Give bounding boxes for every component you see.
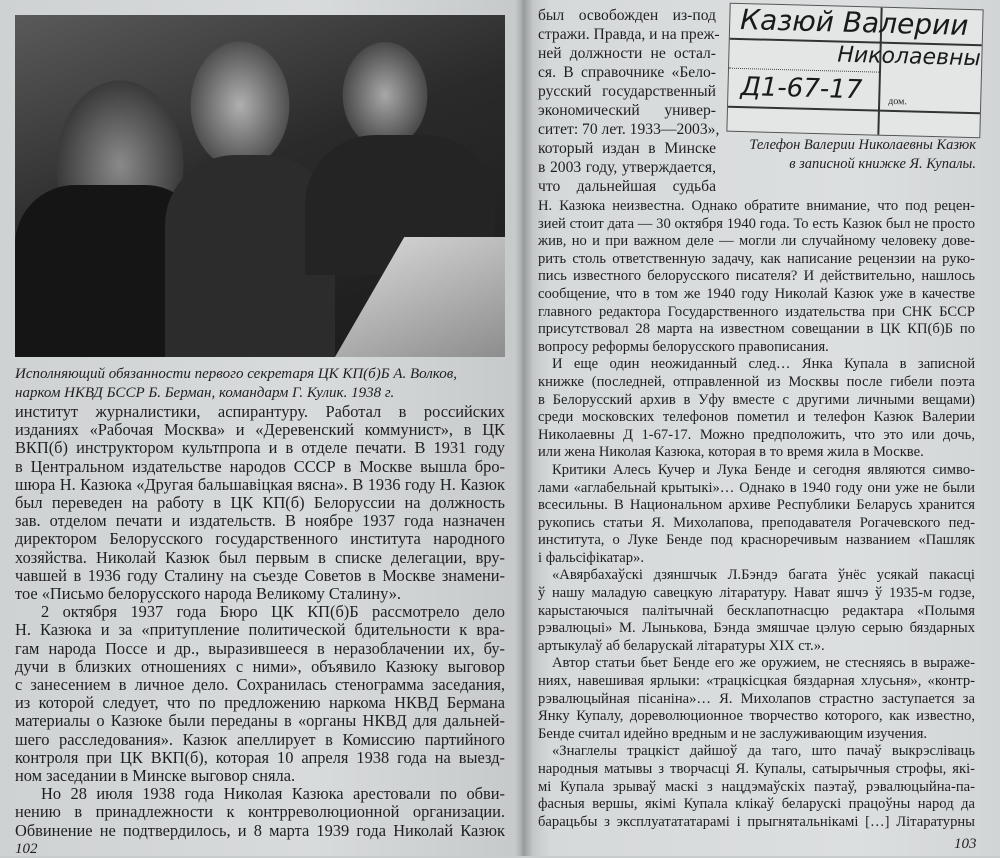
text-line: мі Купала зрываў маскі з нацдэмаўскіх паэтаў, рэвалюцыйна-па- (538, 778, 975, 795)
text-line: 2 октября 1937 года Бюро ЦК КП(б)Б рассмотрело дело (41, 602, 505, 622)
page-number: 102 (15, 841, 38, 857)
text-line: Критики Алесь Кучер и Лука Бенде и сегодня являются симво- (552, 461, 975, 478)
text-line: Обвинение не подтвердилось, и 8 марта 1939 года Николай Казюк (15, 820, 505, 840)
text-line: среди московских телефонов пометил и телефон Казюк Валерии (538, 409, 975, 426)
handwriting-name: Казюй Валерии (739, 2, 969, 42)
text-line: экономический универ- (538, 102, 716, 119)
text-line: который издан в Минске (538, 140, 716, 157)
text-line: ниях, навешивая ярлыки: «трацкісцкая бяздарная хлусьня», «контр- (538, 673, 975, 690)
text-line: пись известного белорусского писателя? И действительно, нашлось (538, 268, 975, 285)
text-line: русский государственный (538, 83, 716, 100)
text-line: в Центральном издательстве народов СССР в Москве вышла бро- (15, 456, 505, 476)
text-line: главного редактора Государственного издательства при СНК БССР (538, 303, 975, 320)
text-line: в 2003 году, утверждается, (538, 159, 716, 176)
text-line: Бенде считал идейно вредным и не заслуживающим изучения. (538, 725, 928, 742)
text-line: Янку Купалу, дореволюционное творчество которого, как известно, (538, 708, 975, 725)
text-line: зав. отделом печати и издательств. В ноябре 1937 года назначен (15, 511, 505, 531)
text-line: нению в принадлежности к контрреволюционной организации. (15, 802, 505, 822)
text-line: был переведен на работу в ЦК КП(б) Белоруссии на должность (15, 493, 505, 513)
text-line: рукопись статьи Я. Михолапова, преподавателя Рогачевского пед- (538, 514, 975, 531)
text-line: і фальсіфікатар». (538, 549, 644, 566)
text-line: И еще один неожиданный след… Янка Купала в записной (552, 356, 975, 373)
text-line: института, о Луке Бенде под красноречивым названием «Пашляк (538, 532, 975, 549)
historical-photo (15, 15, 505, 357)
page-number: 103 (954, 836, 977, 852)
text-line: хозяйства. Николай Казюк был первым в списке делегации, вру- (15, 547, 505, 567)
text-line: артыкулаў аб беларускай літаратуры XIX ст.». (538, 637, 825, 654)
text-line: ней должности не остал- (538, 45, 716, 62)
text-line: фасныя вершы, якімі Купала клікаў беларускі працоўны народ да (538, 796, 975, 813)
photo-caption (15, 365, 505, 403)
text-line: «Авярбахаўскі дзяншчык Л.Бэндэ багата ўнёс усякай пакасці (552, 567, 975, 584)
text-line: дучи в близких отношениях с ними», объявило Казюку выговор (15, 656, 505, 676)
text-line: жив, но и при важном деле — могли ли случайному человеку дове- (538, 233, 975, 250)
text-line: шюра Н. Казюка «Другая бальшавіцкая вясна». В 1936 году Н. Казюк (15, 474, 505, 494)
text-line: ВКП(б) инструктором культпропа и в отделе печати. В 1931 году (15, 438, 505, 458)
text-line: Н. Казюка и за «притупление политической бдительности к вра- (15, 620, 505, 640)
text-line: ситет: 70 лет. 1933—2003», (538, 121, 720, 138)
text-line: материалы о Казюке были переданы в «органы НКВД для дальней- (15, 711, 505, 731)
text-line: ном заседании в Минске выговор сняла. (15, 766, 296, 786)
text-line: Николаевны Д 1-67-17. Можно предположить, что это или дочь, (538, 426, 975, 443)
caption-line: нарком НКВД БССР Б. Берман, командарм Г. Кулик. 1938 г. (15, 385, 395, 401)
text-line: зией стоит дата — 30 октября 1940 года. То есть Казюк был не просто (538, 215, 975, 232)
notebook-image (726, 3, 983, 139)
text-line: или жена Николая Казюка, которая в то время жила в Москве. (538, 444, 924, 461)
text-line: с занесением в личное дело. Сохранилась стенограмма заседания, (15, 675, 505, 695)
text-line: сообщение, что в том же 1940 году Николай Казюк уже в качестве (538, 285, 975, 302)
text-line: книжке (последней, отправленной из Москвы после гибели поэта (538, 373, 975, 390)
book-gutter (515, 0, 533, 856)
text-line: карыстаючыся палітычнай бесклапотнасцю редактара «Полымя (538, 602, 975, 619)
text-line: контроля при ЦК ВКП(б), которая 10 апреля 1938 года на выезд- (15, 747, 505, 767)
text-line: был освобожден из-под (538, 7, 716, 24)
text-line: Но 28 июля 1938 года Николая Казюка арестовали по обви- (41, 784, 505, 804)
caption-line: Телефон Валерии Николаевны Казюк (749, 137, 976, 153)
text-line: что дальнейшая судьба (538, 178, 716, 195)
image-caption (749, 136, 976, 174)
handwriting-phone: Д1-67-17 (740, 72, 863, 106)
text-line: «Знаглелы трацкіст дайшоў да таго, што пачаў выкрэсліваць (552, 743, 975, 760)
text-line: рэвалюцыйная пісаніна»… Я. Михолапов страстно заступается за (538, 690, 975, 707)
text-line: чавшей в 1936 году Сталину на съезде Советов в Москве знамени- (15, 565, 505, 585)
text-line: присутствовал 28 марта на известном совещании в ЦК КП(б)Б по (538, 321, 975, 338)
text-line: вопросу реформы белорусского правописания. (538, 338, 829, 355)
text-line: ў нашу маладую савецкую літаратуру. Нават яшчэ ў 1935-м годзе, (538, 585, 975, 602)
caption-line: в записной книжке Я. Купалы. (789, 156, 976, 172)
text-line: институт журналистики, аспирантуру. Работал в российских (15, 402, 505, 421)
text-line: шего расследования». Казюк апеллирует в Комиссию партийного (15, 729, 505, 749)
text-line: тое «Письмо белорусского народа Великому Сталину». (15, 584, 401, 604)
text-line: гам народа Поссе и др., выразившееся в неразоблачении их, бу- (15, 638, 505, 658)
text-line: изданиях «Рабочая Москва» и «Деревенский коммунист», в ЦК (15, 420, 505, 440)
text-line: ся. В справочнике «Бело- (538, 64, 716, 81)
caption-line: Исполняющий обязанности первого секретаря ЦК КП(б)Б А. Волков, (15, 366, 458, 382)
text-line: рэвалюцыі» М. Лынькова, Бэнда змяшчае цэлую серыю бяздарных (538, 620, 975, 637)
printed-label: дом. (888, 95, 908, 108)
text-line: Н. Казюка неизвестна. Однако обратите внимание, что под рецен- (538, 198, 975, 214)
text-line: стражи. Правда, и на преж- (538, 26, 720, 43)
text-line: барацьбы з эксплуатататарамі і прыгнятальнікамі […] Літаратурны (538, 813, 975, 830)
left-body-text (15, 403, 505, 840)
text-line: из которой следует, что по предложению наркома НКВД Бермана (15, 693, 505, 713)
text-line: лами «аглабельнай крытыкі»… Однако в 1940 году они уже не были (538, 479, 975, 496)
text-line: в Белорусский архив в Уфу вместе с другими личными вещами) (538, 391, 975, 408)
text-line: директором Белорусского государственного института народного (15, 529, 505, 549)
text-line: всесильны. В Национальном архиве Республики Беларусь хранится (538, 497, 975, 514)
right-page (522, 0, 1000, 856)
text-line: рить столь ответственную задачу, как написание рецензии на руко- (538, 250, 975, 267)
handwriting-patronymic: Николаевны (837, 42, 982, 72)
right-column-text (538, 6, 720, 196)
text-line: народныя матывы з творчасці Я. Купалы, сатырычныя строфы, які- (538, 761, 975, 777)
text-line: Автор статьи бьет Бенде его же оружием, не стесняясь в выраже- (552, 655, 975, 672)
right-body-text (538, 198, 975, 831)
